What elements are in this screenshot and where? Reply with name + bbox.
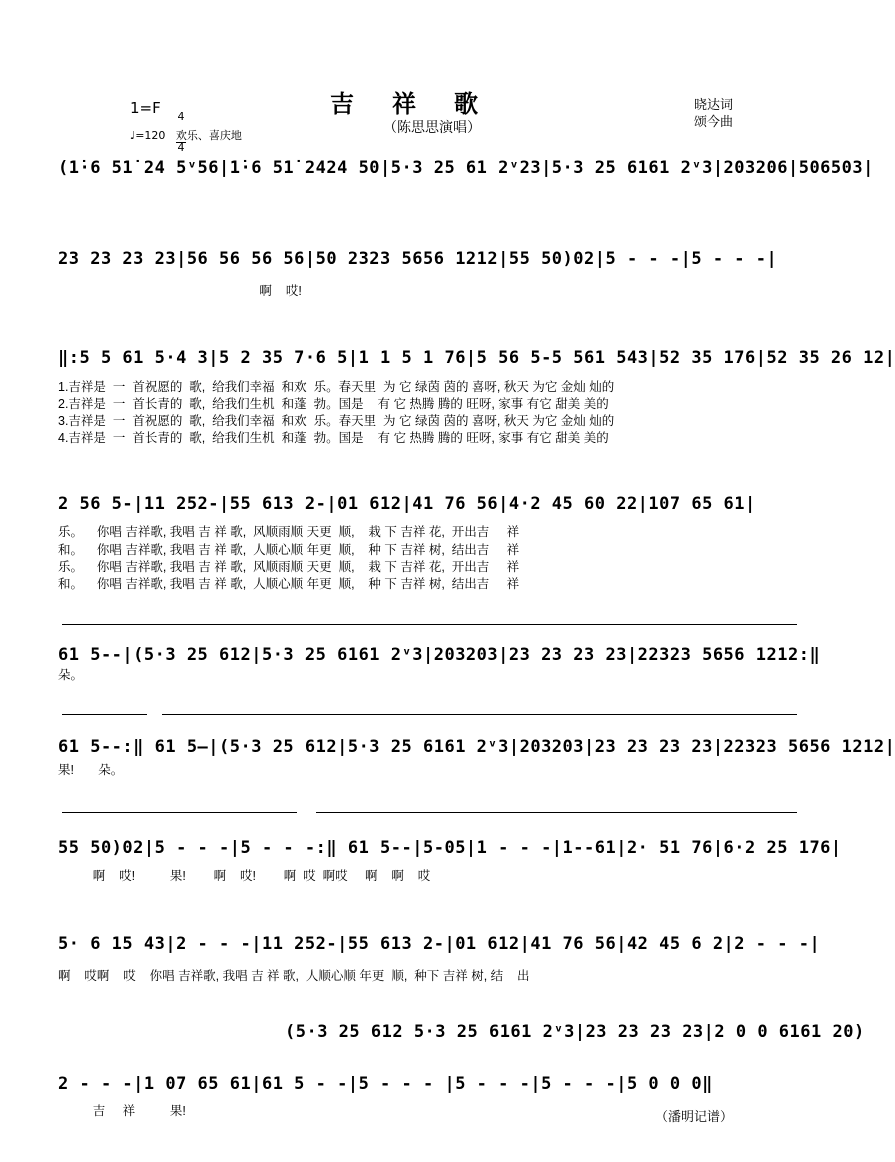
volta-bracket-2 [62,714,147,715]
volta-bracket-1 [62,624,797,625]
time-signature-top: 4 [177,110,185,123]
key-signature: 1=F [130,99,161,117]
time-signature-bottom: 4 [177,141,185,154]
lyric-verse-3: 3.吉祥是 一 首祝愿的 歌, 给我们幸福 和欢 乐。春天里 为 它 绿茵 茵的 喜呀, 秋天 为它 金灿 灿的 [58,414,615,428]
transcriber-credit: （潘明记谱） [655,1110,734,1125]
score-system-8: 5· 6 15 43|2 - - -|11 252-|55 613 2-|01 612|41 76 56|42 45 6 2|2 - - -| [58,934,821,954]
score-system-9: 2 - - -|1 07 65 61|61 5 - -|5 - - - |5 - - -|5 - - -|5 0 0 0‖ [58,1074,713,1094]
score-system-9-upper: (5·3 25 612 5·3 25 6161 2ᵛ3|23 23 23 23|2 0 0 6161 20) [285,1022,865,1042]
song-title: 吉祥歌 [330,89,516,118]
lyric-chorus-2: 和。 你唱 吉祥歌, 我唱 吉 祥 歌, 人顺心顺 年更 顺, 种 下 吉祥 树, 结出吉 祥 [58,543,520,557]
lyric-verse-2: 2.吉祥是 一 首长青的 歌, 给我们生机 和蓬 勃。国是 有 它 热腾 腾的 旺呀, 家事 有它 甜美 美的 [58,397,609,411]
volta-bracket-3 [162,714,797,715]
lyric-line-2: 啊 哎! [58,284,302,298]
score-system-6: 61 5--:‖ 61 5—|(5·3 25 612|5·3 25 6161 2ᵛ3|203203|23 23 23 23|22323 5656 1212| [58,737,895,757]
lyric-chorus-4: 和。 你唱 吉祥歌, 我唱 吉 祥 歌, 人顺心顺 年更 顺, 种 下 吉祥 树, 结出吉 祥 [58,577,520,591]
composer: 颂今曲 [694,115,734,130]
performer-credit: （陈思思演唱） [383,120,481,136]
score-system-5: 61 5--|(5·3 25 612|5·3 25 6161 2ᵛ3|203203|23 23 23 23|22323 5656 1212:‖ [58,645,821,665]
score-system-1: (1̇·6 51̇ 24 5ᵛ56|1̇·6 51̇ 2424 50|5·3 25 61 2ᵛ23|5·3 25 6161 2ᵛ3|203206|506503| [58,158,874,178]
lyric-line-5: 朵。 [58,668,84,682]
lyric-chorus-1: 乐。 你唱 吉祥歌, 我唱 吉 祥 歌, 风顺雨顺 天更 顺, 栽 下 吉祥 花, 开出吉 祥 [58,525,520,539]
lyric-line-6: 果! 朵。 [58,763,124,777]
lyricist: 晓达词 [694,98,734,113]
volta-bracket-3-cont [62,812,297,813]
volta-bracket-4 [316,812,797,813]
score-system-3: ‖:5 5 61 5·4 3|5 2 35 7·6 5|1 1 5 1 76|5 56 5-5 561 543|52 35 176|52 35 26 12| [58,348,895,368]
score-system-7: 55 50)02|5 - - -|5 - - -:‖ 61 5--|5-05|1 - - -|1--61|2· 51 76|6·2 25 176| [58,838,842,858]
tempo-marking: ♩=120 欢乐、喜庆地 [130,129,242,142]
lyric-chorus-3: 乐。 你唱 吉祥歌, 我唱 吉 祥 歌, 风顺雨顺 天更 顺, 栽 下 吉祥 花, 开出吉 祥 [58,560,520,574]
lyric-verse-1: 1.吉祥是 一 首祝愿的 歌, 给我们幸福 和欢 乐。春天里 为 它 绿茵 茵的 喜呀, 秋天 为它 金灿 灿的 [58,380,615,394]
lyric-line-7: 啊 哎! 果! 啊 哎! 啊 哎 啊哎 啊 啊 哎 [58,869,431,883]
lyric-line-8: 啊 哎啊 哎 你唱 吉祥歌, 我唱 吉 祥 歌, 人顺心顺 年更 顺, 种下 吉祥 树, 结 出 [58,969,530,983]
lyric-verse-4: 4.吉祥是 一 首长青的 歌, 给我们生机 和蓬 勃。国是 有 它 热腾 腾的 旺呀, 家事 有它 甜美 美的 [58,431,609,445]
score-system-2: 23 23 23 23|56 56 56 56|50 2323 5656 1212|55 50)02|5 - - -|5 - - -| [58,249,778,269]
lyric-line-9: 吉 祥 果! [58,1104,186,1118]
score-system-4: 2 56 5-|11 252-|55 613 2-|01 612|41 76 56|4·2 45 60 22|107 65 61| [58,494,756,514]
